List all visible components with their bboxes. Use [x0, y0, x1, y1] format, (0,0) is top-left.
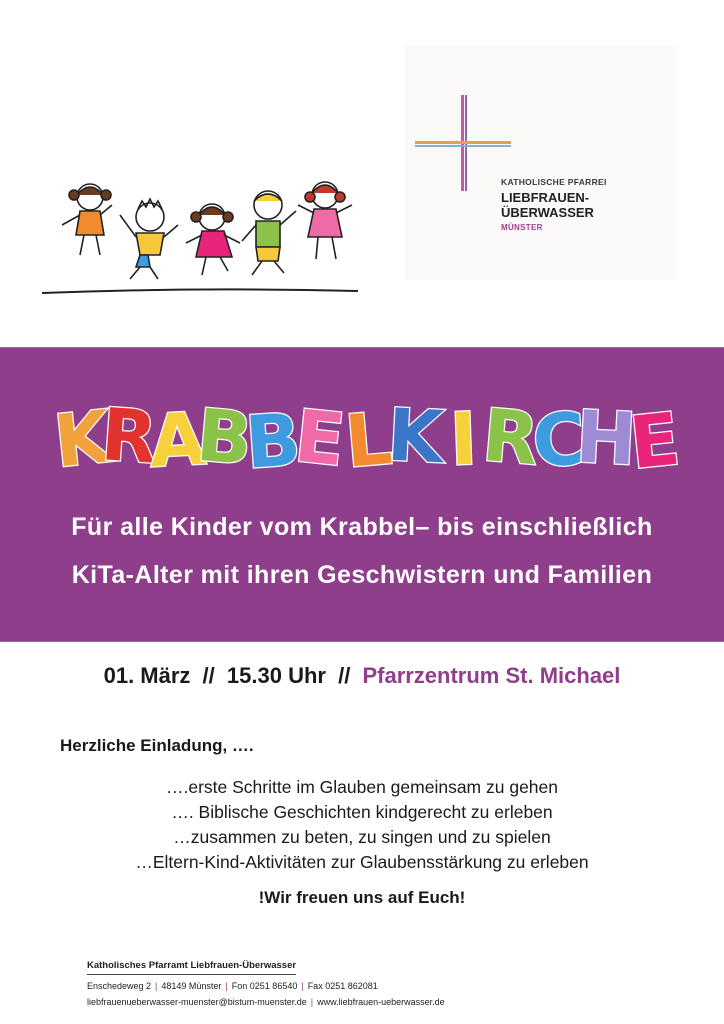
invitation-line: …zusammen zu beten, zu singen und zu spielen	[173, 827, 551, 847]
separator: //	[202, 663, 215, 688]
invitation-line: …. Biblische Geschichten kindgerecht zu erleben	[171, 802, 553, 822]
footer-contact-row: liebfrauenueberwasser-muenster@bistum-muenster.de | www.liebfrauen-ueberwasser.de	[87, 997, 445, 1007]
invitation-line: …Eltern-Kind-Aktivitäten zur Glaubensstärkung zu erleben	[135, 852, 589, 872]
title-letter: A	[147, 396, 208, 483]
footer-street: Enschedeweg 2	[87, 981, 152, 991]
footer-website[interactable]: www.liebfrauen-ueberwasser.de	[317, 997, 445, 1007]
event-time: 15.30 Uhr	[226, 663, 326, 688]
footer-fax: Fax 0251 862081	[307, 981, 378, 991]
footer-phone: Fon 0251 86540	[231, 981, 298, 991]
title-letter: H	[573, 394, 639, 482]
event-details	[0, 663, 724, 689]
invitation-line: ….erste Schritte im Glauben gemeinsam zu gehen	[166, 777, 558, 797]
parish-logo	[405, 45, 677, 280]
separator: //	[338, 663, 351, 688]
logo-city: MÜNSTER	[501, 223, 543, 232]
cross-icon	[415, 95, 515, 195]
title-banner	[0, 347, 724, 642]
title-letter: R	[479, 392, 542, 482]
greeting: Herzliche Einladung, ….	[60, 736, 254, 755]
title-letter: R	[98, 392, 160, 480]
title-letter: E	[625, 396, 680, 483]
title-letter: E	[290, 393, 349, 483]
footer-address-row: Enschedeweg 2 | 48149 Münster | Fon 0251 86540 | Fax 0251 862081	[87, 981, 378, 991]
title-letter: C	[529, 396, 589, 483]
title-letter: B	[242, 397, 304, 483]
footer-office-name: Katholisches Pfarramt Liebfrauen-Überwasser	[87, 960, 296, 975]
logo-title: LIEBFRAUEN-ÜBERWASSER	[501, 190, 594, 220]
event-date: 01. März	[103, 663, 191, 688]
title-letter: K	[385, 392, 446, 480]
invitation-lines	[0, 775, 724, 875]
event-place: Pfarrzentrum St. Michael	[362, 663, 621, 688]
subtitle-line-2: KiTa-Alter mit ihren Geschwistern und Familien	[71, 561, 653, 589]
title-letter: L	[341, 396, 395, 483]
closing-text: !Wir freuen uns auf Euch!	[258, 888, 466, 907]
footer	[87, 960, 445, 1007]
title-letter: B	[193, 392, 256, 482]
title-letter: K	[50, 394, 115, 483]
title-letter: I	[448, 396, 479, 482]
krabbelkirche-title	[50, 388, 680, 483]
kids-illustration	[40, 175, 360, 300]
footer-email[interactable]: liebfrauenueberwasser-muenster@bistum-muenster.de	[87, 997, 307, 1007]
logo-subtitle: KATHOLISCHE PFARREI	[501, 177, 607, 187]
subtitle-line-1: Für alle Kinder vom Krabbel– bis einschließlich	[71, 513, 653, 541]
footer-city: 48149 Münster	[161, 981, 222, 991]
